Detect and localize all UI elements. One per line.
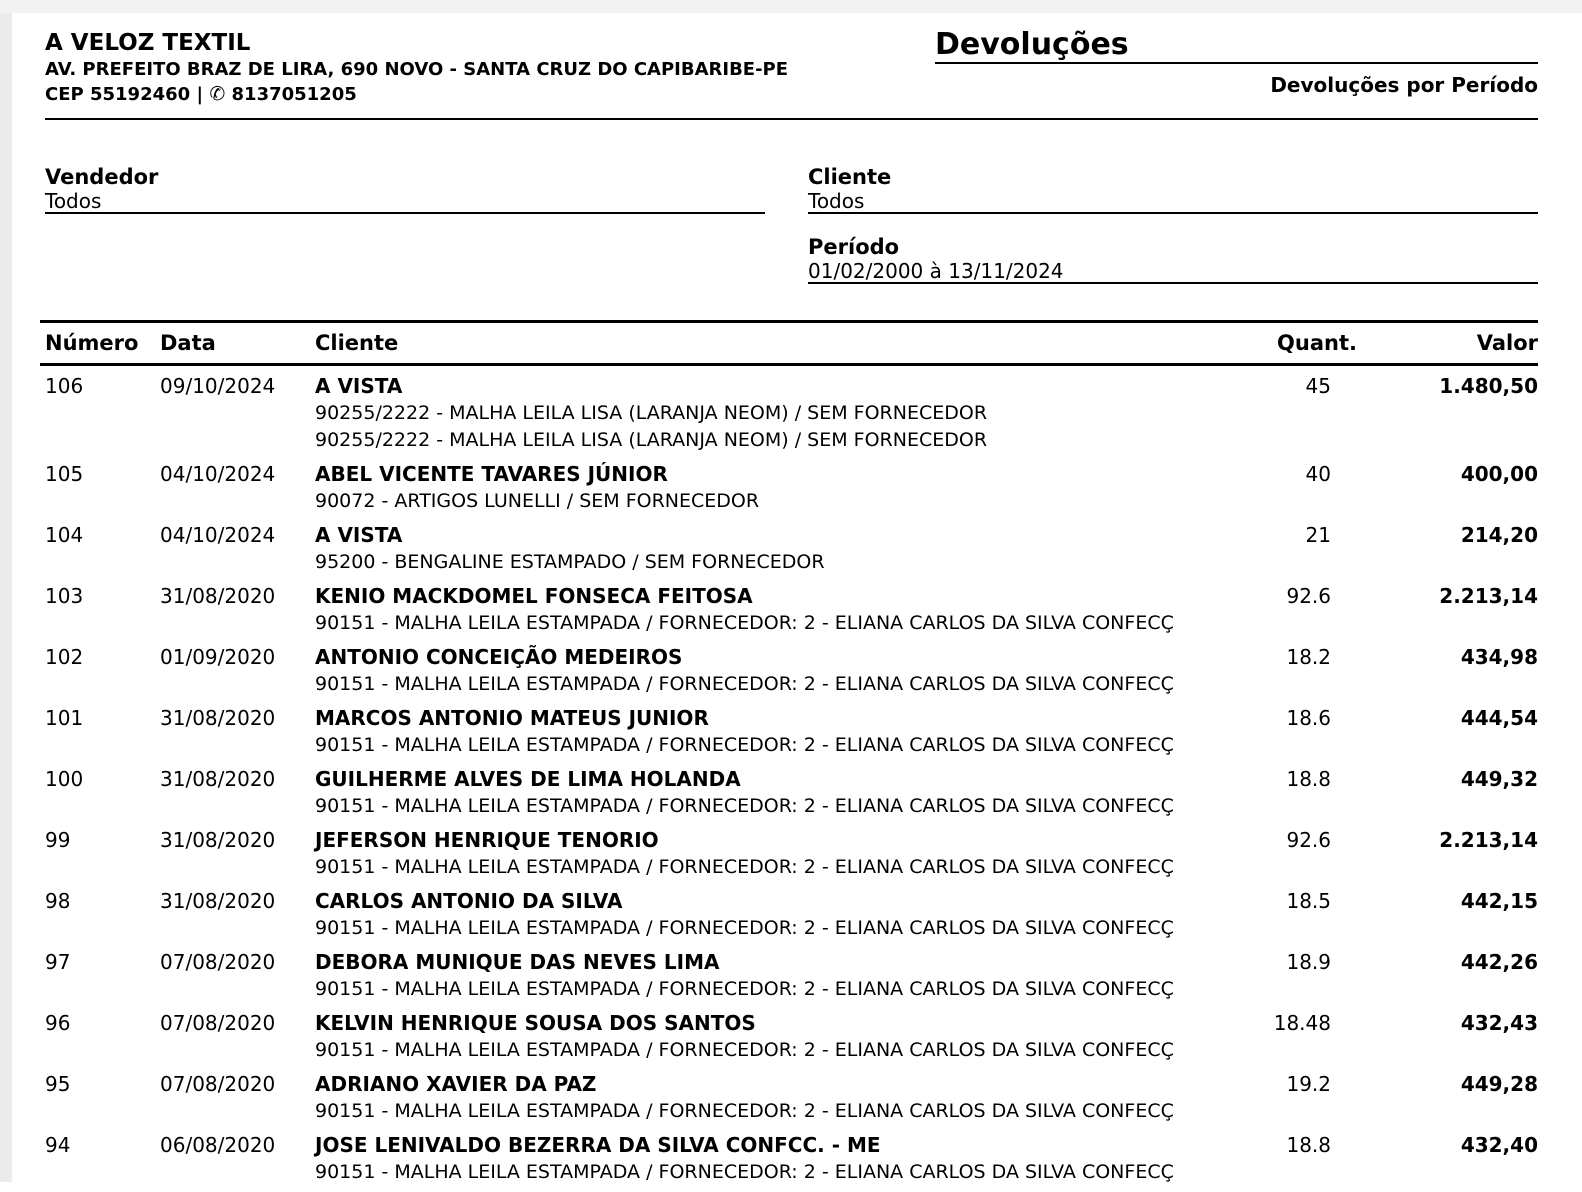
row-quantity: 18.8: [1286, 1133, 1331, 1157]
row-numero: 95: [45, 1072, 71, 1096]
filter-cliente-periodo: [808, 164, 1538, 284]
row-cliente-name: ANTONIO CONCEIÇÃO MEDEIROS: [315, 645, 683, 669]
row-item-description: 90151 - MALHA LEILA ESTAMPADA / FORNECEDOR: 2 - ELIANA CARLOS DA SILVA CONFECÇ: [315, 795, 1174, 817]
row-quantity: 18.9: [1286, 950, 1331, 974]
row-cliente-name: A VISTA: [315, 374, 403, 398]
col-header-valor: Valor: [1476, 331, 1538, 355]
company-contact: [45, 82, 788, 107]
periodo-value: 01/02/2000 à 13/11/2024: [808, 260, 1538, 284]
row-cliente-name: CARLOS ANTONIO DA SILVA: [315, 889, 623, 913]
cliente-value: Todos: [808, 190, 1538, 214]
table-row: [40, 1070, 1538, 1125]
row-value: 434,98: [1460, 645, 1538, 669]
row-numero: 103: [45, 584, 84, 608]
row-data: 07/08/2020: [160, 1011, 276, 1035]
row-data: 04/10/2024: [160, 523, 276, 547]
row-item-description: 90151 - MALHA LEILA ESTAMPADA / FORNECEDOR: 2 - ELIANA CARLOS DA SILVA CONFECÇ: [315, 978, 1174, 1000]
row-numero: 98: [45, 889, 71, 913]
row-data: 31/08/2020: [160, 828, 276, 852]
company-cep: CEP 55192460: [45, 84, 191, 105]
row-item-description: 90151 - MALHA LEILA ESTAMPADA / FORNECEDOR: 2 - ELIANA CARLOS DA SILVA CONFECÇ: [315, 1161, 1174, 1183]
row-data: 07/08/2020: [160, 950, 276, 974]
row-cliente-name: A VISTA: [315, 523, 403, 547]
row-item-description: 90151 - MALHA LEILA ESTAMPADA / FORNECEDOR: 2 - ELIANA CARLOS DA SILVA CONFECÇ: [315, 734, 1174, 756]
row-quantity: 19.2: [1286, 1072, 1331, 1096]
row-item-description: 90255/2222 - MALHA LEILA LISA (LARANJA NEOM) / SEM FORNECEDOR: [315, 429, 988, 451]
row-quantity: 92.6: [1286, 828, 1331, 852]
row-quantity: 18.8: [1286, 767, 1331, 791]
report-subtitle: Devoluções por Período: [1270, 73, 1538, 97]
row-numero: 96: [45, 1011, 71, 1035]
filter-periodo: [808, 234, 1538, 284]
table-row: [40, 582, 1538, 637]
company-address: AV. PREFEITO BRAZ DE LIRA, 690 NOVO - SANTA CRUZ DO CAPIBARIBE-PE: [45, 59, 789, 80]
report-title: Devoluções: [935, 28, 1538, 64]
row-numero: 94: [45, 1133, 71, 1157]
row-value: 432,43: [1460, 1011, 1538, 1035]
filter-vendedor: [45, 164, 765, 214]
row-cliente-name: MARCOS ANTONIO MATEUS JUNIOR: [315, 706, 709, 730]
row-data: 31/08/2020: [160, 767, 276, 791]
row-value: 2.213,14: [1439, 828, 1538, 852]
report-header: [45, 0, 1538, 120]
row-item-description: 90151 - MALHA LEILA ESTAMPADA / FORNECEDOR: 2 - ELIANA CARLOS DA SILVA CONFECÇ: [315, 612, 1174, 634]
row-value: 1.480,50: [1439, 374, 1538, 398]
row-cliente-name: ADRIANO XAVIER DA PAZ: [315, 1072, 597, 1096]
row-item-description: 90151 - MALHA LEILA ESTAMPADA / FORNECEDOR: 2 - ELIANA CARLOS DA SILVA CONFECÇ: [315, 1039, 1174, 1061]
col-header-numero: Número: [45, 331, 139, 355]
row-item-description: 90255/2222 - MALHA LEILA LISA (LARANJA NEOM) / SEM FORNECEDOR: [315, 402, 988, 424]
row-value: 400,00: [1460, 462, 1538, 486]
row-numero: 104: [45, 523, 84, 547]
filter-cliente: [808, 164, 1538, 214]
row-data: 31/08/2020: [160, 706, 276, 730]
row-value: 2.213,14: [1439, 584, 1538, 608]
row-numero: 97: [45, 950, 71, 974]
row-quantity: 18.2: [1286, 645, 1331, 669]
table-body: [40, 366, 1538, 1186]
row-data: 31/08/2020: [160, 584, 276, 608]
row-numero: 102: [45, 645, 84, 669]
table-row: [40, 948, 1538, 1003]
returns-table: [40, 320, 1538, 1186]
row-value: 442,26: [1460, 950, 1538, 974]
table-row: [40, 460, 1538, 515]
row-data: 04/10/2024: [160, 462, 276, 486]
row-cliente-name: DEBORA MUNIQUE DAS NEVES LIMA: [315, 950, 720, 974]
row-numero: 100: [45, 767, 84, 791]
table-row: [40, 887, 1538, 942]
row-value: 442,15: [1460, 889, 1538, 913]
row-item-description: 90151 - MALHA LEILA ESTAMPADA / FORNECEDOR: 2 - ELIANA CARLOS DA SILVA CONFECÇ: [315, 1100, 1174, 1122]
vendedor-label: Vendedor: [45, 165, 159, 189]
row-data: 09/10/2024: [160, 374, 276, 398]
row-data: 01/09/2020: [160, 645, 276, 669]
row-item-description: 90151 - MALHA LEILA ESTAMPADA / FORNECEDOR: 2 - ELIANA CARLOS DA SILVA CONFECÇ: [315, 856, 1174, 878]
row-numero: 106: [45, 374, 84, 398]
table-row: [40, 521, 1538, 576]
row-value: 444,54: [1460, 706, 1538, 730]
row-value: 449,32: [1460, 767, 1538, 791]
row-quantity: 45: [1305, 374, 1331, 398]
separator: |: [196, 84, 204, 105]
row-item-description: 90072 - ARTIGOS LUNELLI / SEM FORNECEDOR: [315, 490, 760, 512]
row-item-description: 90151 - MALHA LEILA ESTAMPADA / FORNECEDOR: 2 - ELIANA CARLOS DA SILVA CONFECÇ: [315, 673, 1174, 695]
table-row: [40, 704, 1538, 759]
table-row: [40, 765, 1538, 820]
col-header-cliente: Cliente: [315, 331, 399, 355]
row-numero: 105: [45, 462, 84, 486]
row-numero: 101: [45, 706, 84, 730]
row-quantity: 21: [1305, 523, 1331, 547]
row-cliente-name: ABEL VICENTE TAVARES JÚNIOR: [315, 462, 668, 486]
row-numero: 99: [45, 828, 71, 852]
vendedor-value: Todos: [45, 190, 765, 214]
title-block: [935, 28, 1538, 118]
row-value: 449,28: [1460, 1072, 1538, 1096]
row-cliente-name: JEFERSON HENRIQUE TENORIO: [315, 828, 659, 852]
company-name: A VELOZ TEXTIL: [45, 30, 251, 56]
row-data: 31/08/2020: [160, 889, 276, 913]
row-cliente-name: GUILHERME ALVES DE LIMA HOLANDA: [315, 767, 741, 791]
row-quantity: 92.6: [1286, 584, 1331, 608]
col-header-data: Data: [160, 331, 216, 355]
row-value: 214,20: [1460, 523, 1538, 547]
row-cliente-name: JOSE LENIVALDO BEZERRA DA SILVA CONFCC. - ME: [315, 1133, 881, 1157]
row-quantity: 18.6: [1286, 706, 1331, 730]
row-item-description: 90151 - MALHA LEILA ESTAMPADA / FORNECEDOR: 2 - ELIANA CARLOS DA SILVA CONFECÇ: [315, 917, 1174, 939]
company-phone: 8137051205: [231, 84, 357, 105]
row-quantity: 40: [1305, 462, 1331, 486]
cliente-label: Cliente: [808, 165, 892, 189]
phone-icon: ✆: [209, 83, 226, 105]
table-row: [40, 1009, 1538, 1064]
row-quantity: 18.5: [1286, 889, 1331, 913]
row-value: 432,40: [1460, 1133, 1538, 1157]
filters-section: [45, 120, 1538, 320]
table-row: [40, 826, 1538, 881]
row-cliente-name: KENIO MACKDOMEL FONSECA FEITOSA: [315, 584, 753, 608]
table-row: [40, 643, 1538, 698]
table-header-row: [40, 320, 1538, 366]
row-data: 06/08/2020: [160, 1133, 276, 1157]
row-cliente-name: KELVIN HENRIQUE SOUSA DOS SANTOS: [315, 1011, 756, 1035]
company-block: [45, 28, 788, 118]
table-row: [40, 372, 1538, 454]
periodo-label: Período: [808, 235, 900, 259]
col-header-quant: Quant.: [1277, 331, 1357, 355]
row-quantity: 18.48: [1273, 1011, 1331, 1035]
table-row: [40, 1131, 1538, 1186]
row-data: 07/08/2020: [160, 1072, 276, 1096]
row-item-description: 95200 - BENGALINE ESTAMPADO / SEM FORNECEDOR: [315, 551, 825, 573]
